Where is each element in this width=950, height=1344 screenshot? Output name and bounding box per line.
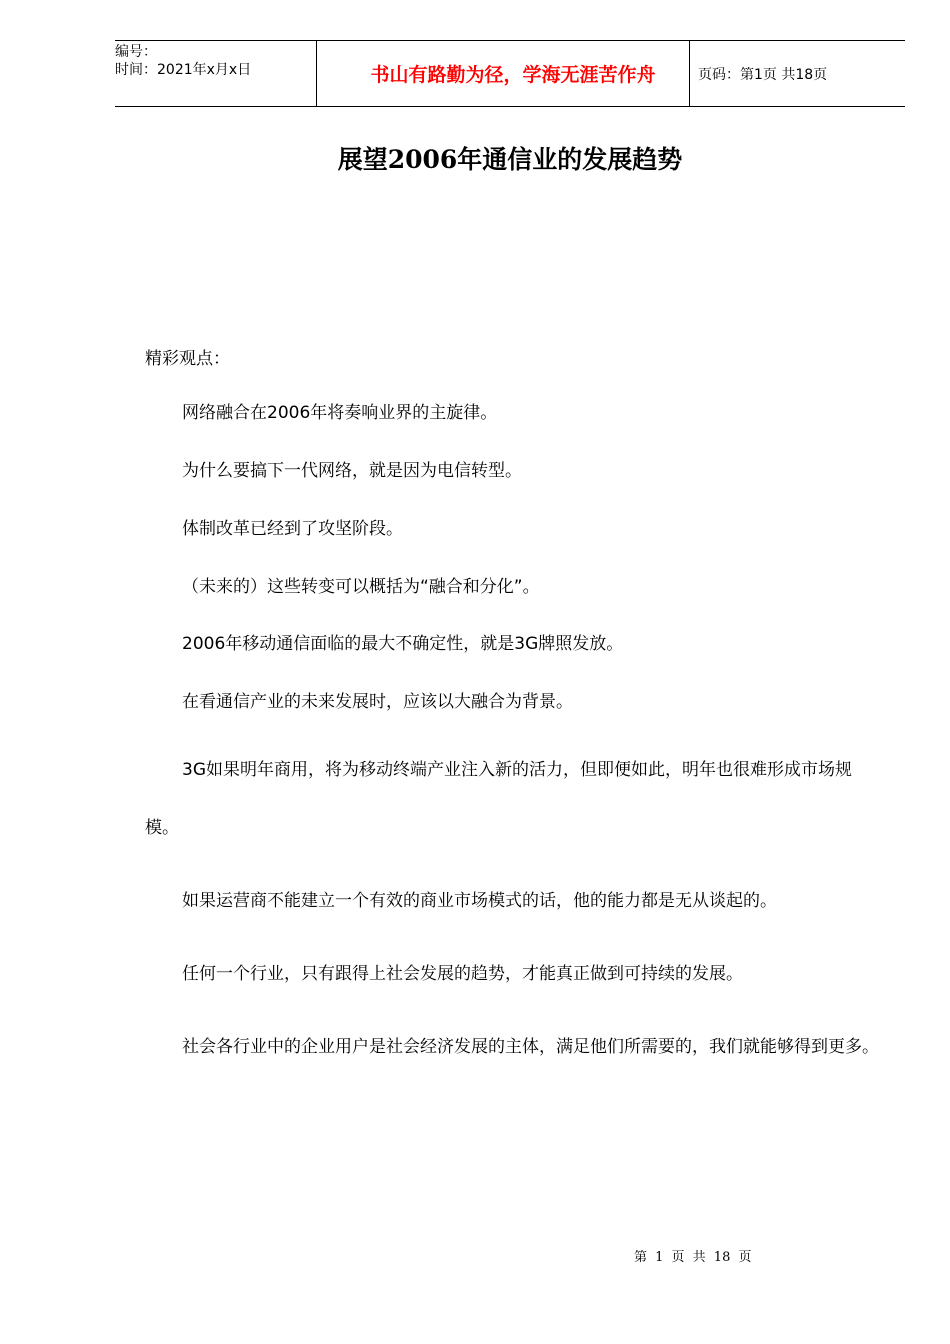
page-header <box>115 40 905 107</box>
section-label: 精彩观点： <box>145 349 230 369</box>
header-motto-cell <box>316 41 690 106</box>
paragraph: 网络融合在2006年将奏响业界的主旋律。 <box>182 403 498 423</box>
header-meta <box>115 41 316 106</box>
serial-number-label: 编号： <box>115 44 157 60</box>
document-title: 展望2006年通信业的发展趋势 <box>337 145 683 174</box>
date-label: 时间：2021年x月x日 <box>115 62 252 78</box>
paragraph: 为什么要搞下一代网络，就是因为电信转型。 <box>182 461 522 481</box>
paragraph: 在看通信产业的未来发展时，应该以大融合为背景。 <box>182 692 573 712</box>
header-page-info: 页码：第1页 共18页 <box>698 66 828 83</box>
header-motto: 书山有路勤为径，学海无涯苦作舟 <box>370 64 656 86</box>
header-page-info-cell <box>690 41 905 106</box>
paragraph: 体制改革已经到了攻坚阶段。 <box>182 519 403 539</box>
paragraph: 2006年移动通信面临的最大不确定性，就是3G牌照发放。 <box>182 634 624 654</box>
paragraph: （未来的）这些转变可以概括为“融合和分化”。 <box>182 577 540 597</box>
page-footer: 第 1 页 共 18 页 <box>634 1250 752 1265</box>
paragraph: 社会各行业中的企业用户是社会经济发展的主体，满足他们所需要的，我们就能够得到更多。 <box>182 1037 879 1057</box>
paragraph: 任何一个行业，只有跟得上社会发展的趋势，才能真正做到可持续的发展。 <box>182 964 743 984</box>
paragraph: 如果运营商不能建立一个有效的商业市场模式的话，他的能力都是无从谈起的。 <box>182 891 777 911</box>
paragraph: 3G如果明年商用，将为移动终端产业注入新的活力，但即便如此，明年也很难形成市场规模。 <box>145 760 852 838</box>
